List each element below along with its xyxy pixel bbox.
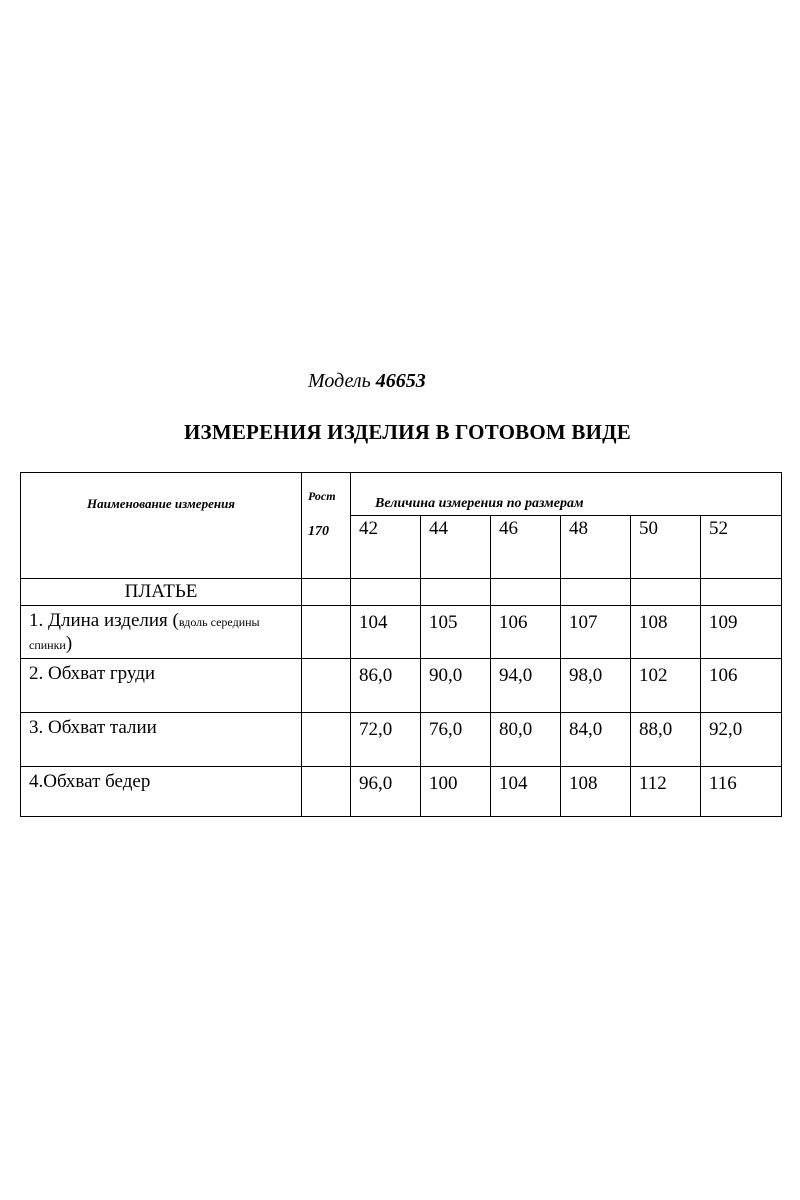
empty-cell (631, 579, 701, 606)
size-header: 48 (561, 516, 631, 579)
value-cell: 107 (561, 606, 631, 659)
value-cell: 106 (701, 659, 782, 713)
height-value: 170 (308, 524, 329, 539)
row-name-text: 1. Длина изделия ( (29, 610, 179, 631)
model-heading (308, 370, 426, 393)
col-header-sizes: Величина измерения по размерам (351, 473, 782, 516)
row-name: 2. Обхват груди (21, 659, 302, 713)
value-cell: 84,0 (561, 713, 631, 767)
col-header-name: Наименование измерения (21, 473, 302, 579)
value-cell: 109 (701, 606, 782, 659)
empty-cell (491, 579, 561, 606)
value-cell: 94,0 (491, 659, 561, 713)
value-cell: 76,0 (421, 713, 491, 767)
empty-cell (561, 579, 631, 606)
empty-cell (701, 579, 782, 606)
header-row-1 (21, 473, 782, 516)
row-name-note: вдоль середины спинки (29, 615, 260, 652)
height-cell (302, 767, 351, 817)
table-row (21, 713, 782, 767)
value-cell: 98,0 (561, 659, 631, 713)
value-cell: 96,0 (351, 767, 421, 817)
value-cell: 116 (701, 767, 782, 817)
value-cell: 100 (421, 767, 491, 817)
section-title: ПЛАТЬЕ (21, 579, 302, 606)
height-cell (302, 713, 351, 767)
empty-cell (421, 579, 491, 606)
size-header: 44 (421, 516, 491, 579)
value-cell: 108 (631, 606, 701, 659)
height-label: Рост (308, 489, 336, 503)
value-cell: 102 (631, 659, 701, 713)
value-cell: 104 (351, 606, 421, 659)
value-cell: 108 (561, 767, 631, 817)
col-header-height (302, 473, 351, 579)
height-cell (302, 659, 351, 713)
table-row (21, 659, 782, 713)
section-row (21, 579, 782, 606)
table-row (21, 606, 782, 659)
size-header: 52 (701, 516, 782, 579)
table-row (21, 767, 782, 817)
value-cell: 105 (421, 606, 491, 659)
row-name-note-end: ) (65, 633, 73, 654)
value-cell: 72,0 (351, 713, 421, 767)
measurements-table (20, 472, 782, 817)
value-cell: 92,0 (701, 713, 782, 767)
row-name (21, 606, 302, 659)
page-title: ИЗМЕРЕНИЯ ИЗДЕЛИЯ В ГОТОВОМ ВИДЕ (184, 420, 631, 444)
height-cell (302, 606, 351, 659)
row-name: 3. Обхват талии (21, 713, 302, 767)
value-cell: 104 (491, 767, 561, 817)
value-cell: 86,0 (351, 659, 421, 713)
empty-cell (351, 579, 421, 606)
value-cell: 112 (631, 767, 701, 817)
value-cell: 106 (491, 606, 561, 659)
size-header: 46 (491, 516, 561, 579)
value-cell: 80,0 (491, 713, 561, 767)
size-header: 50 (631, 516, 701, 579)
row-name: 4.Обхват бедер (21, 767, 302, 817)
value-cell: 88,0 (631, 713, 701, 767)
value-cell: 90,0 (421, 659, 491, 713)
model-number: 46653 (375, 370, 426, 392)
model-label: Модель (308, 370, 371, 392)
size-header: 42 (351, 516, 421, 579)
empty-cell (302, 579, 351, 606)
